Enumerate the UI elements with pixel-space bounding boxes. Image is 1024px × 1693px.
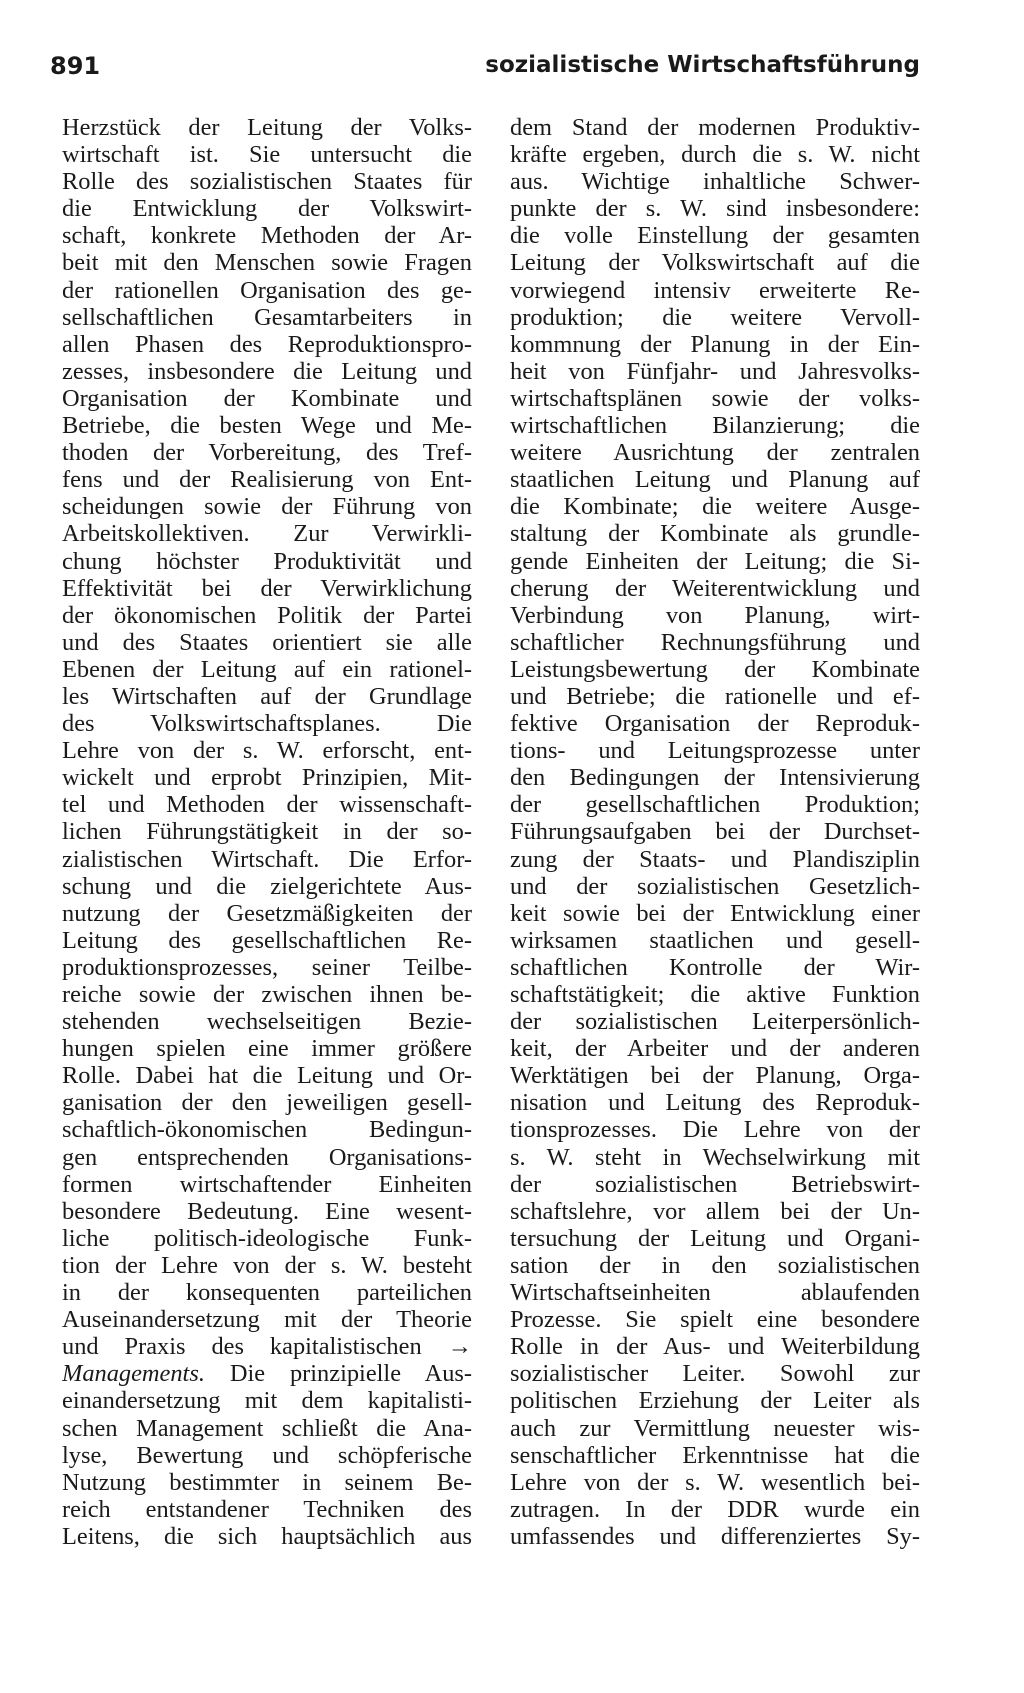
text-line: allen Phasen des Reproduktionspro- xyxy=(62,330,472,358)
text-line: schaftslehre, vor allem bei der Un- xyxy=(510,1197,920,1225)
text-line: wickelt und erprobt Prinzipien, Mit- xyxy=(62,764,472,792)
text-line: tions- und Leitungsprozesse unter xyxy=(510,737,920,765)
text-line: reiche sowie der zwischen ihnen be- xyxy=(62,981,472,1008)
text-line: nutzung der Gesetzmäßigkeiten der xyxy=(62,899,472,927)
cross-reference: Managements. xyxy=(62,1360,205,1388)
text-line: sozialistischer Leiter. Sowohl zur xyxy=(510,1360,920,1388)
text-line: Leitens, die sich hauptsächlich aus xyxy=(62,1522,472,1550)
text-line: und der sozialistischen Gesetzlich- xyxy=(510,872,920,900)
text-line: senschaftlicher Erkenntnisse hat die xyxy=(510,1441,920,1469)
text-line: kommnung der Planung in der Ein- xyxy=(510,330,920,358)
text-line: gende Einheiten der Leitung; die Si- xyxy=(510,547,920,575)
text-line: der rationellen Organisation des ge- xyxy=(62,276,472,304)
text-line: Herzstück der Leitung der Volks- xyxy=(62,114,472,141)
text-line: zialistischen Wirtschaft. Die Erfor- xyxy=(62,845,472,873)
text-line: zesses, insbesondere die Leitung und xyxy=(62,357,472,385)
text-line: Auseinandersetzung mit der Theorie xyxy=(62,1306,472,1334)
text-line: Rolle des sozialistischen Staates für xyxy=(62,168,472,196)
text-line: Leitung des gesellschaftlichen Re- xyxy=(62,926,472,954)
text-line: schaftstätigkeit; die aktive Funktion xyxy=(510,981,920,1008)
text-line: schung und die zielgerichtete Aus- xyxy=(62,872,472,900)
text-line: Managements. Die prinzipielle Aus- xyxy=(62,1360,472,1388)
text-line: liche politisch-ideologische Funk- xyxy=(62,1224,472,1252)
text-line: auch zur Vermittlung neuester wis- xyxy=(510,1414,920,1442)
text-line: vorwiegend intensiv erweiterte Re- xyxy=(510,276,920,304)
text-line: stehenden wechselseitigen Bezie- xyxy=(62,1008,472,1036)
text-line: umfassendes und differenziertes Sy- xyxy=(510,1522,920,1550)
running-title: sozialistische Wirtschaftsführung xyxy=(485,52,920,78)
text-line: schaftlich-ökonomischen Bedingun- xyxy=(62,1116,472,1144)
text-line: sation der in den sozialistischen xyxy=(510,1251,920,1279)
text-line: Rolle in der Aus- und Weiterbildung xyxy=(510,1333,920,1361)
text-line: les Wirtschaften auf der Grundlage xyxy=(62,682,472,710)
text-line: die volle Einstellung der gesamten xyxy=(510,222,920,250)
text-line: zung der Staats- und Plandisziplin xyxy=(510,845,920,873)
text-line: gen entsprechenden Organisations- xyxy=(62,1143,472,1171)
text-line: Nutzung bestimmter in seinem Be- xyxy=(62,1468,472,1496)
text-line: wirtschaftsplänen sowie der volks- xyxy=(510,384,920,412)
text-line: cherung der Weiterentwicklung und xyxy=(510,574,920,602)
text-line: produktionsprozesses, seiner Teilbe- xyxy=(62,953,472,981)
text-line: heit von Fünfjahr- und Jahresvolks- xyxy=(510,357,920,385)
right-text-column xyxy=(510,114,920,1550)
text-line: schaft, konkrete Methoden der Ar- xyxy=(62,222,472,250)
text-line: und des Staates orientiert sie alle xyxy=(62,628,472,656)
text-line: Ebenen der Leitung auf ein rationel- xyxy=(62,655,472,683)
text-line: lyse, Bewertung und schöpferische xyxy=(62,1441,472,1469)
text-line: Werktätigen bei der Planung, Orga- xyxy=(510,1062,920,1090)
text-line: Führungsaufgaben bei der Durchset- xyxy=(510,818,920,846)
text-line: chung höchster Produktivität und xyxy=(62,547,472,575)
text-line: tel und Methoden der wissenschaft- xyxy=(62,791,472,819)
text-line: fektive Organisation der Reproduk- xyxy=(510,710,920,738)
text-line: thoden der Vorbereitung, des Tref- xyxy=(62,439,472,467)
text-line: schen Management schließt die Ana- xyxy=(62,1414,472,1442)
text-line: hungen spielen eine immer größere xyxy=(62,1035,472,1063)
text-line: Effektivität bei der Verwirklichung xyxy=(62,574,472,602)
text-line: keit, der Arbeiter und der anderen xyxy=(510,1035,920,1063)
text-line: reich entstandener Techniken des xyxy=(62,1495,472,1523)
text-line: dem Stand der modernen Produktiv- xyxy=(510,114,920,141)
text-line: der sozialistischen Betriebswirt- xyxy=(510,1170,920,1198)
text-line: Verbindung von Planung, wirt- xyxy=(510,601,920,629)
text-line: der ökonomischen Politik der Partei xyxy=(62,601,472,629)
text-line: fens und der Realisierung von Ent- xyxy=(62,466,472,494)
text-line: nisation und Leitung des Reproduk- xyxy=(510,1089,920,1117)
text-line: die Kombinate; die weitere Ausge- xyxy=(510,493,920,521)
text-line: Arbeitskollektiven. Zur Verwirkli- xyxy=(62,520,472,548)
text-line: keit sowie bei der Entwicklung einer xyxy=(510,899,920,927)
text-line: und Betriebe; die rationelle und ef- xyxy=(510,682,920,710)
text-line: den Bedingungen der Intensivierung xyxy=(510,764,920,792)
text-line: lichen Führungstätigkeit in der so- xyxy=(62,818,472,846)
text-line: staltung der Kombinate als grundle- xyxy=(510,520,920,548)
text-line: besondere Bedeutung. Eine wesent- xyxy=(62,1197,472,1225)
text-line: formen wirtschaftender Einheiten xyxy=(62,1170,472,1198)
text-line: schaftlicher Rechnungsführung und xyxy=(510,628,920,656)
text-line: politischen Erziehung der Leiter als xyxy=(510,1387,920,1415)
text-line: Betriebe, die besten Wege und Me- xyxy=(62,412,472,440)
text-line: die Entwicklung der Volkswirt- xyxy=(62,195,472,223)
text-line: sellschaftlichen Gesamtarbeiters in xyxy=(62,303,472,331)
text-line: Leitung der Volkswirtschaft auf die xyxy=(510,249,920,277)
text-line: kräfte ergeben, durch die s. W. nicht xyxy=(510,141,920,169)
text-line: aus. Wichtige inhaltliche Schwer- xyxy=(510,168,920,196)
text-line: wirtschaftlichen Bilanzierung; die xyxy=(510,412,920,440)
text-line: Leistungsbewertung der Kombinate xyxy=(510,655,920,683)
text-line: beit mit den Menschen sowie Fragen xyxy=(62,249,472,277)
text-line: weitere Ausrichtung der zentralen xyxy=(510,439,920,467)
text-line: wirksamen staatlichen und gesell- xyxy=(510,926,920,954)
text-line: produktion; die weitere Vervoll- xyxy=(510,303,920,331)
text-line: in der konsequenten parteilichen xyxy=(62,1279,472,1307)
text-line: Organisation der Kombinate und xyxy=(62,384,472,412)
text-line: s. W. steht in Wechselwirkung mit xyxy=(510,1143,920,1171)
text-line: tersuchung der Leitung und Organi- xyxy=(510,1224,920,1252)
text-line: punkte der s. W. sind insbesondere: xyxy=(510,195,920,223)
text-line: scheidungen sowie der Führung von xyxy=(62,493,472,521)
text-line: tion der Lehre von der s. W. besteht xyxy=(62,1251,472,1279)
page-header xyxy=(50,52,920,88)
text-line: schaftlichen Kontrolle der Wir- xyxy=(510,953,920,981)
text-line: tionsprozesses. Die Lehre von der xyxy=(510,1116,920,1144)
text-line: Rolle. Dabei hat die Leitung und Or- xyxy=(62,1062,472,1090)
text-line: Prozesse. Sie spielt eine besondere xyxy=(510,1306,920,1334)
text-line: staatlichen Leitung und Planung auf xyxy=(510,466,920,494)
text-line: wirtschaft ist. Sie untersucht die xyxy=(62,141,472,169)
text-line: des Volkswirtschaftsplanes. Die xyxy=(62,710,472,738)
left-text-column xyxy=(62,114,472,1550)
text-line: Wirtschaftseinheiten ablaufenden xyxy=(510,1279,920,1307)
text-line: Lehre von der s. W. erforscht, ent- xyxy=(62,737,472,765)
text-line: einandersetzung mit dem kapitalisti- xyxy=(62,1387,472,1415)
text-line: zutragen. In der DDR wurde ein xyxy=(510,1495,920,1523)
text-line: der sozialistischen Leiterpersönlich- xyxy=(510,1008,920,1036)
text-line: der gesellschaftlichen Produktion; xyxy=(510,791,920,819)
text-line: und Praxis des kapitalistischen → xyxy=(62,1333,472,1361)
text-line: ganisation der den jeweiligen gesell- xyxy=(62,1089,472,1117)
text-line: Lehre von der s. W. wesentlich bei- xyxy=(510,1468,920,1496)
page-number: 891 xyxy=(50,52,101,80)
